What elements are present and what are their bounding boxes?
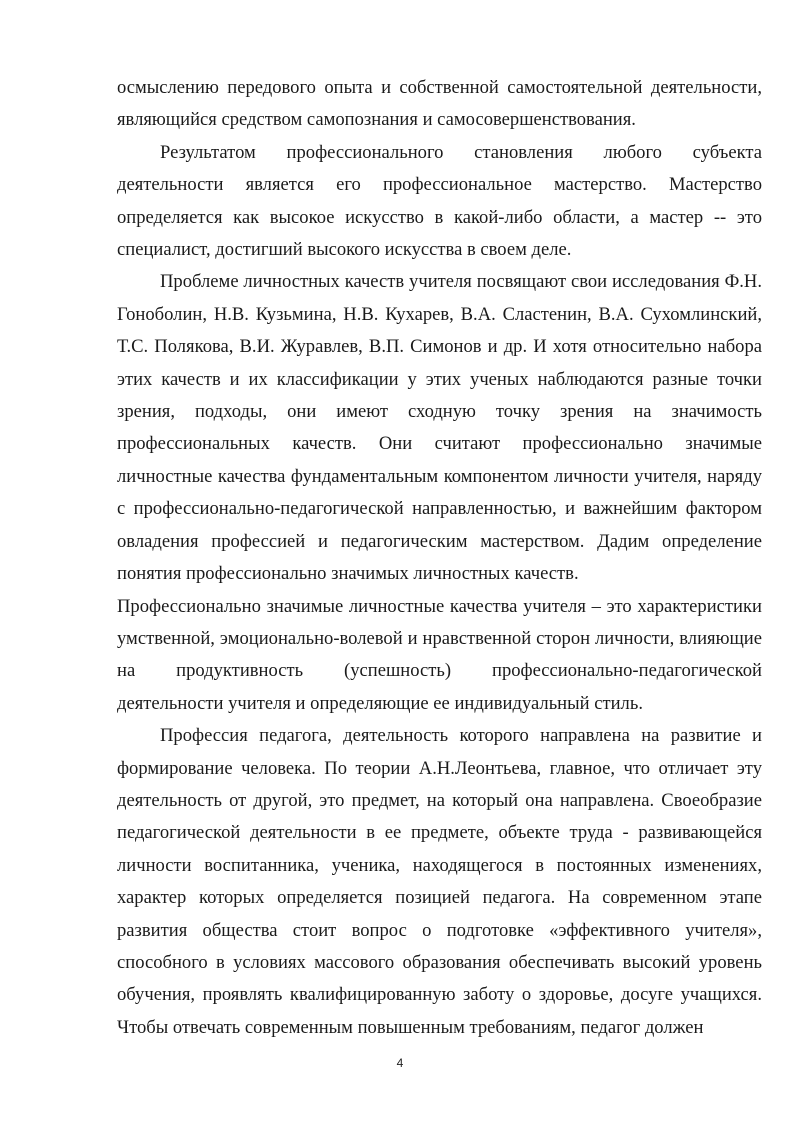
page-number: 4 xyxy=(396,1056,404,1070)
paragraph-continuation: осмыслению передового опыта и собственной самостоятельной деятельности, являющийся средством самопознания и самосовершенствования. xyxy=(117,77,762,131)
paragraph-personal-qualities-research: Проблеме личностных качеств учителя посвящают свои исследования Ф.Н. Гоноболин, Н.В. Кузьмина, Н.В. Кухарев, В.А. Сластенин, В.А. Сухомлинский, Т.С. Полякова, В.И. Журавлев, В.П. Симонов и др. И хотя относительно набора этих качеств и их классификации у этих ученых наблюдаются разные точки зрения, подходы, они имеют сходную точку зрения на значимость профессиональных качеств. Они считают профессионально значимые личностные качества фундаментальным компонентом личности учителя, наряду с профессионально-педагогической направленностью, и важнейшим фактором овладения профессией и педагогическим мастерством. Дадим определение понятия профессионально значимых личностных качеств. xyxy=(117,271,762,585)
paragraph-professional-mastery: Результатом профессионального становления любого субъекта деятельности является его профессиональное мастерство. Мастерство определяется как высокое искусство в какой-либо области, а мастер -- это специалист, достигший высокого искусства в своем деле. xyxy=(117,141,762,261)
document-body xyxy=(117,72,762,1044)
paragraph-teacher-profession: Профессия педагога, деятельность которого направлена на развитие и формирование человека. По теории А.Н.Леонтьева, главное, что отличает эту деятельность от другой, это предмет, на который она направлена. Своеобразие педагогической деятельности в ее предмете, объекте труда - развивающейся личности воспитанника, ученика, находящегося в постоянных изменениях, характер которых определяется позицией педагога. На современном этапе развития общества стоит вопрос о подготовке «эффективного учителя», способного в условиях массового образования обеспечивать высокий уровень обучения, проявлять квалифицированную заботу о здоровье, досуге учащихся. Чтобы отвечать современным повышенным требованиям, педагог должен xyxy=(117,725,762,1038)
paragraph-qualities-definition: Профессионально значимые личностные качества учителя – это характеристики умственной, эмоционально-волевой и нравственной сторон личности, влияющие на продуктивность (успешность) профессионально-педагогической деятельности учителя и определяющие ее индивидуальный стиль. xyxy=(117,595,762,714)
